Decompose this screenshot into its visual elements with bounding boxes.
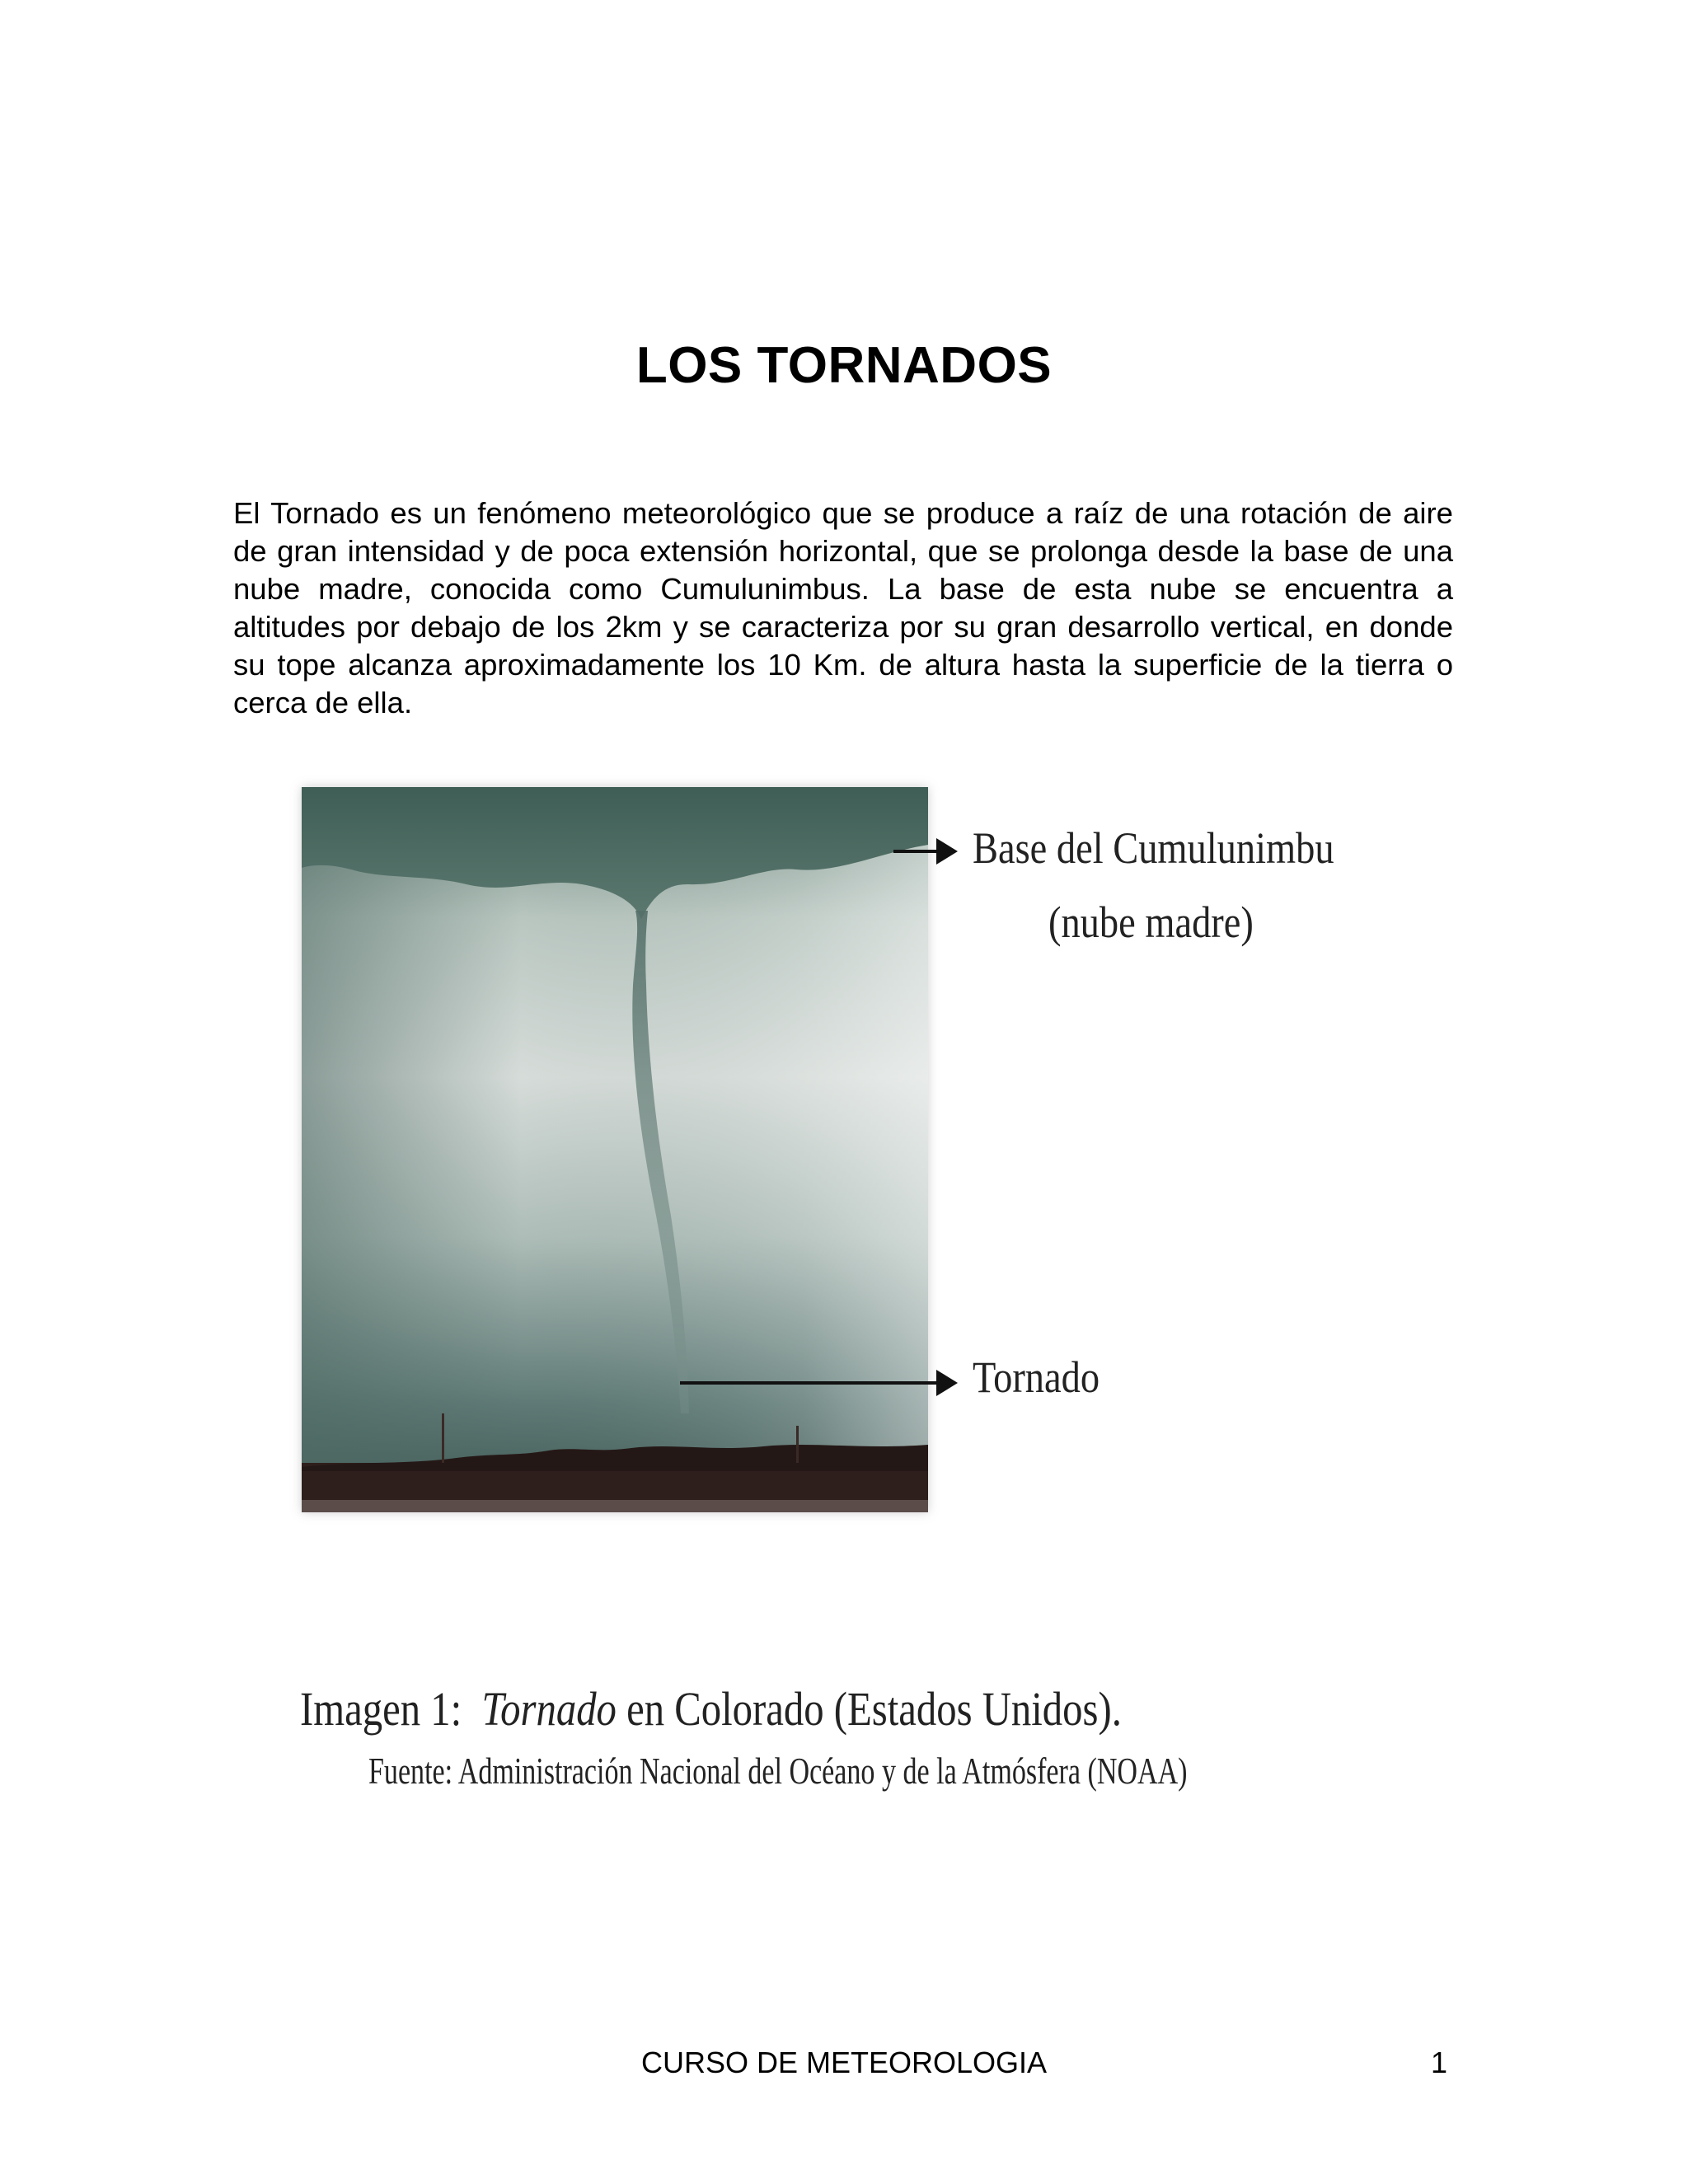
footer-course-title: CURSO DE METEOROLOGIA: [640, 2046, 1048, 2079]
label-tornado: Tornado: [973, 1352, 1100, 1402]
caption-source: Fuente: Administración Nacional del Océano y de la Atmósfera (NOAA): [368, 1750, 1188, 1792]
label-base-line2: (nube madre): [1048, 898, 1254, 947]
page-number: 1: [1431, 2046, 1448, 2079]
intro-paragraph: El Tornado es un fenómeno meteorológico que se produce a raíz de una rotación de aire de gran intensidad y de poca extensión horizontal, que se prolonga desde la base de una nube madre, conocida como Cumulunimbus. La base de esta nube se encuentra a altitudes por debajo de los 2km y se caracteriza por su gran desarrollo vertical, en donde su tope alcanza aproximadamente los 10 Km. de altura hasta la superficie de la tierra o cerca de ella.: [233, 496, 1453, 719]
page-title: LOS TORNADOS: [635, 337, 1053, 394]
caption-italic: Tornado: [481, 1682, 617, 1736]
label-base-line1: Base del Cumulunimbu: [973, 823, 1334, 873]
figure-caption: [300, 1681, 1122, 1736]
caption-rest: en Colorado (Estados Unidos).: [626, 1682, 1122, 1736]
caption-prefix: Imagen 1:: [300, 1682, 462, 1736]
arrow-base: [893, 850, 940, 853]
tornado-photo: [302, 787, 928, 1512]
arrow-tornado: [680, 1381, 940, 1385]
